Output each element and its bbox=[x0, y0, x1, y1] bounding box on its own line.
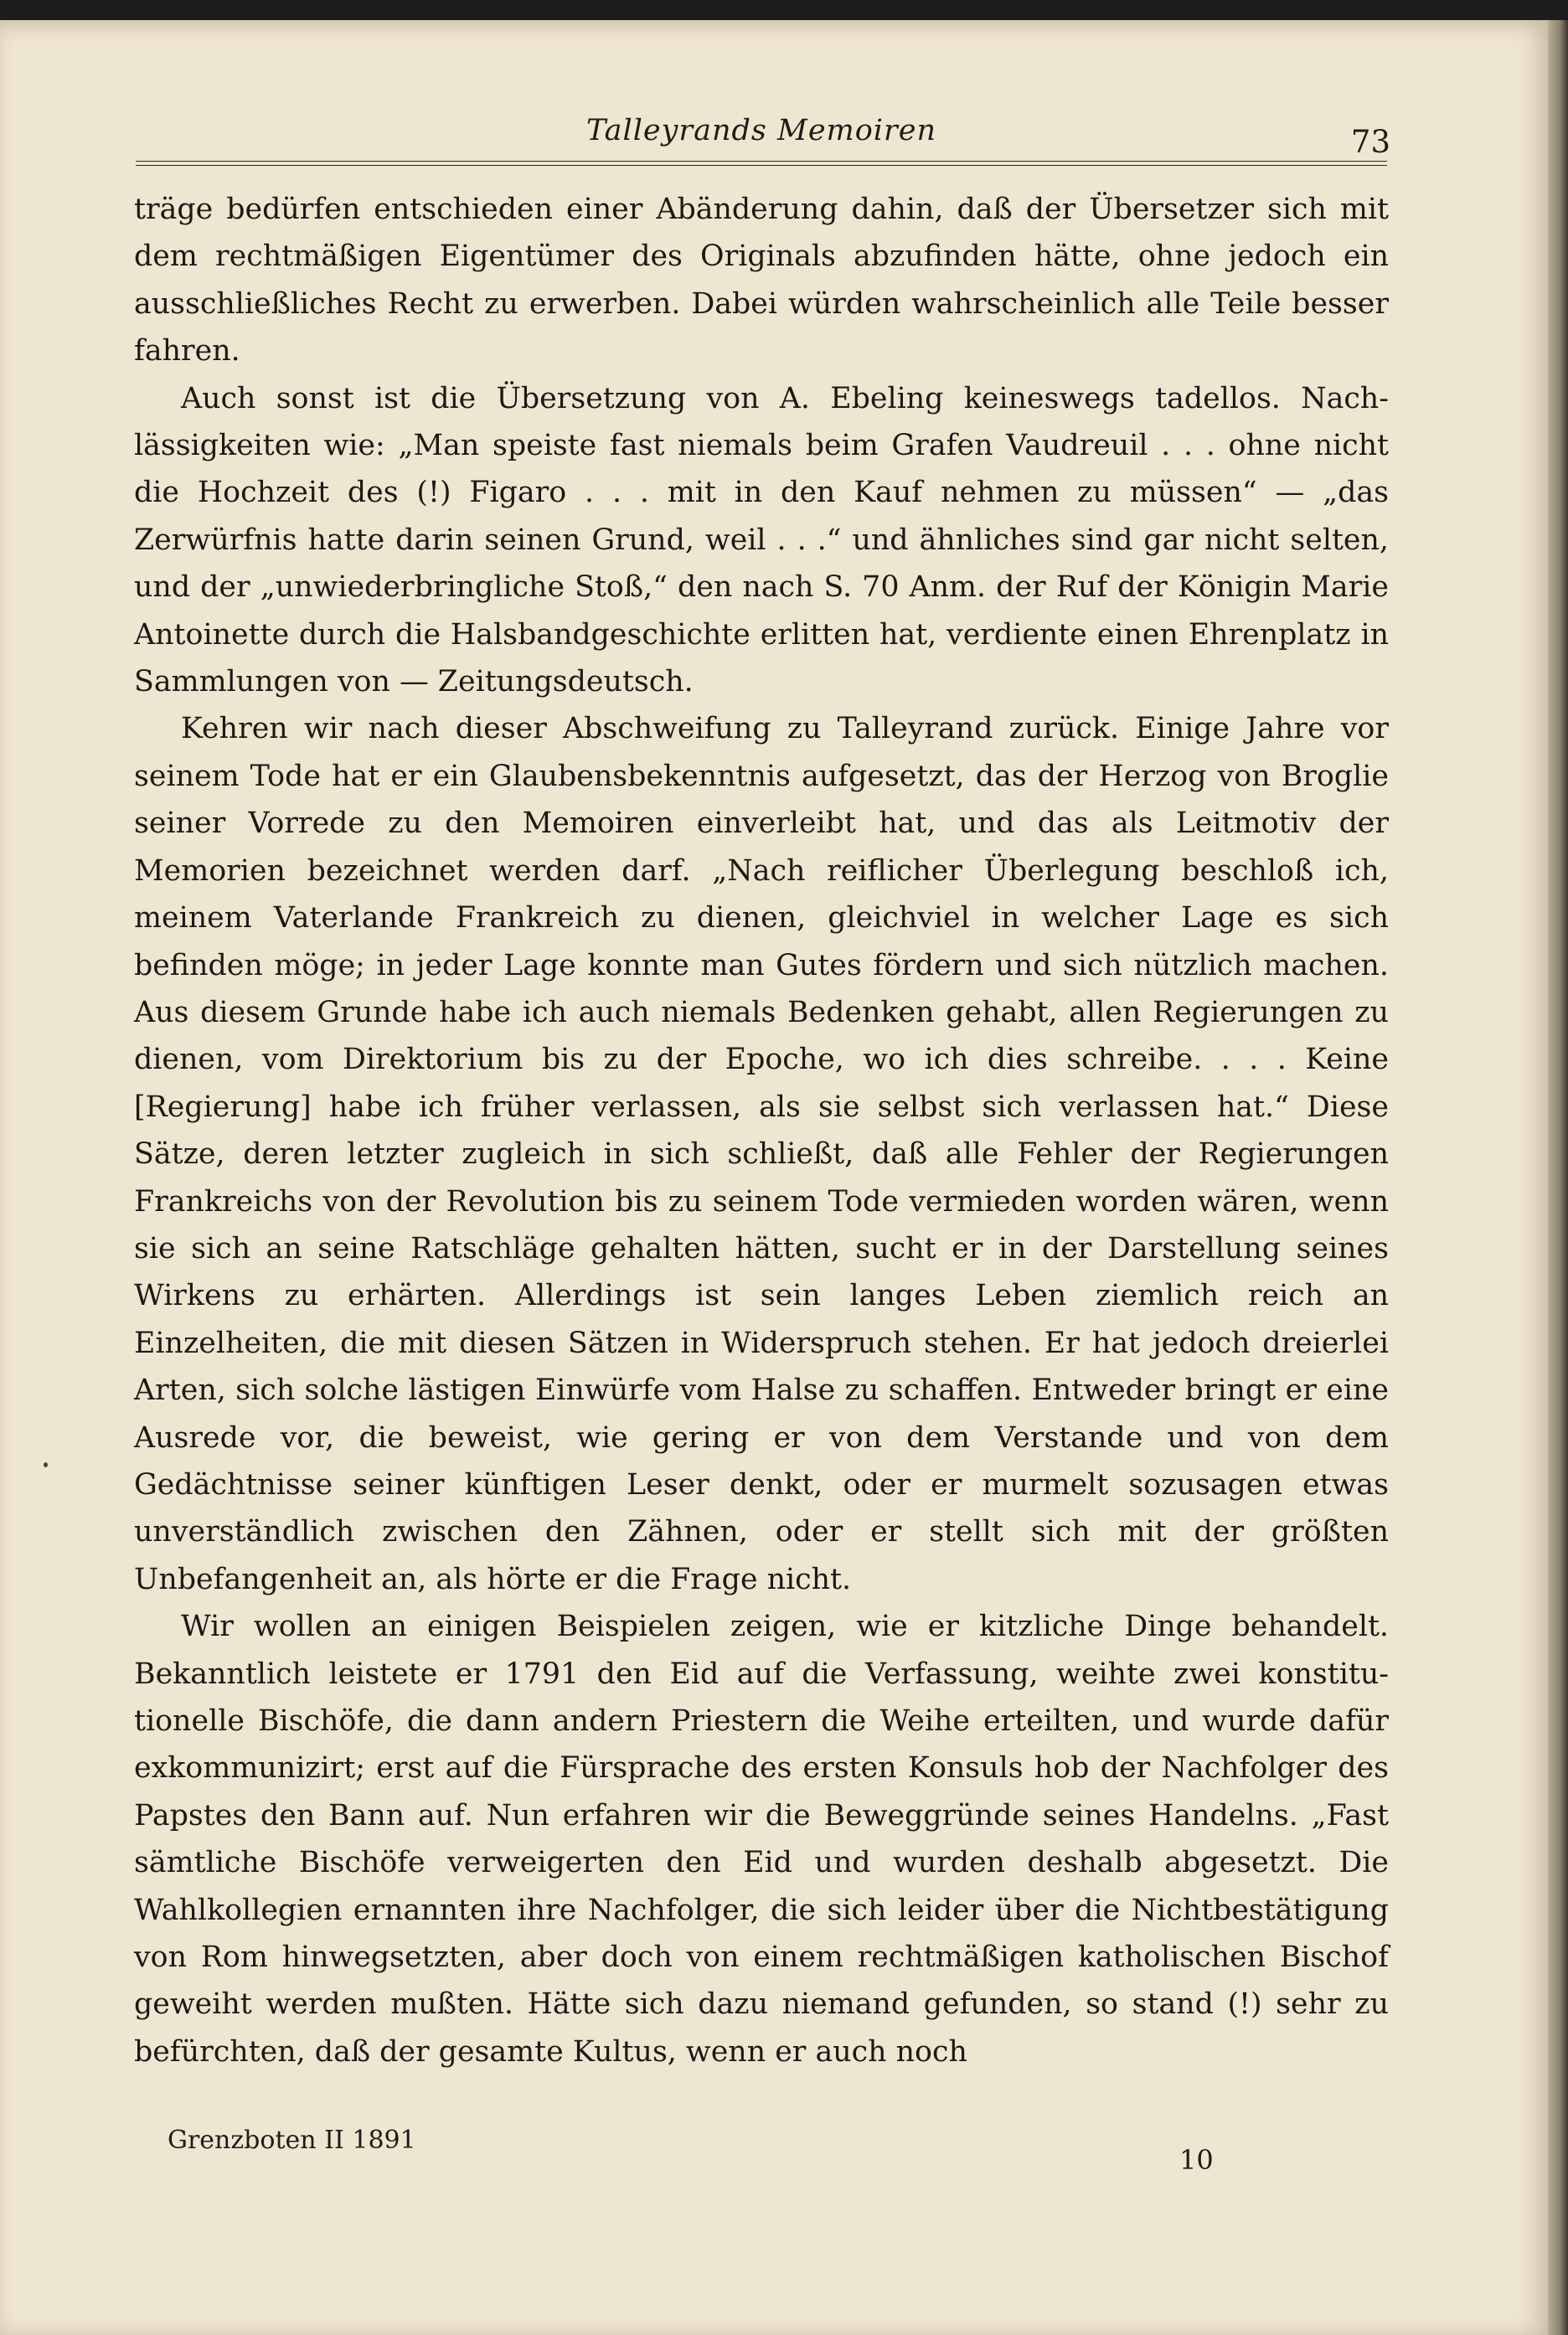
paragraph-4: Wir wollen an einigen Beispielen zeigen, wie er kitzliche Dinge behandelt. Bekanntlich leistete er 1791 den Eid auf die Verfassung, weihte zwei konstitutionelle Bischöfe, die dann andern Priestern die Weihe erteilten, und wurde dafür exkommunizirt; erst auf die Fürsprache des ersten Konsuls hob der Nachfolger des Papstes den Bann auf. Nun erfahren wir die Beweggründe seines Handelns. „Fast sämtliche Bischöfe verweigerten den Eid und wurden deshalb abgesetzt. Die Wahlkollegien ernannten ihre Nachfolger, die sich leider über die Nichtbestätigung von Rom hinwegsetzten, aber doch von einem rechtmäßigen katholischen Bischof geweiht werden mußten. Hätte sich dazu niemand gefunden, so stand (!) sehr zu befürchten, daß der gesamte Kultus, wenn er auch noch bbox=[134, 1610, 1389, 2069]
footer-signature: Grenzboten II 1891 bbox=[168, 2126, 416, 2155]
header-rule bbox=[136, 161, 1387, 166]
running-title: Talleyrands Memoiren bbox=[586, 114, 936, 147]
page-number: 73 bbox=[1350, 124, 1390, 160]
paper-speck bbox=[44, 1462, 48, 1467]
paragraph-2: Auch sonst ist die Übersetzung von A. Ebeling keineswegs tadellos. Nachlässigkeiten wie: „Man speiste fast niemals beim Grafen Vaudreuil . . . ohne nicht die Hochzeit des (!) Figaro . . . mit in den Kauf nehmen zu müssen“ — „das Zerwürfnis hatte darin seinen Grund, weil . . .“ und ähnliches sind gar nicht selten, und der „unwiederbringliche Stoß,“ den nach S. 70 Anm. der Ruf der Königin Marie Antoinette durch die Halsbandgeschichte erlitten hat, verdiente einen Ehrenplatz in Sammlungen von — Zeitungsdeutsch. bbox=[134, 381, 1389, 699]
paragraph-1: träge bedürfen entschieden einer Abänderung dahin, daß der Übersetzer sich mit dem rechtmäßigen Eigentümer des Originals abzufinden hätte, ohne jedoch ein ausschließliches Recht zu erwerben. Dabei würden wahrscheinlich alle Teile besser fahren. bbox=[134, 193, 1389, 369]
footer-sheet-number: 10 bbox=[1179, 2144, 1214, 2176]
body-text bbox=[134, 186, 1389, 2075]
running-head bbox=[136, 94, 1390, 169]
page-edge bbox=[1548, 20, 1568, 2335]
paragraph-3: Kehren wir nach dieser Abschweifung zu Talleyrand zurück. Einige Jahre vor seinem Tode hat er ein Glaubensbekenntnis aufgesetzt, das der Herzog von Broglie seiner Vorrede zu den Memoiren einverleibt hat, und das als Leitmotiv der Memorien bezeichnet werden darf. „Nach reiflicher Überlegung beschloß ich, meinem Vaterlande Frankreich zu dienen, gleichviel in welcher Lage es sich befinden möge; in jeder Lage konnte man Gutes fördern und sich nützlich machen. Aus diesem Grunde habe ich auch niemals Bedenken gehabt, allen Regierungen zu dienen, vom Direktorium bis zu der Epoche, wo ich dies schreibe. . . . Keine [Regierung] habe ich früher verlassen, als sie selbst sich verlassen hat.“ Diese Sätze, deren letzter zugleich in sich schließt, daß alle Fehler der Regierungen Frankreichs von der Revolution bis zu seinem Tode vermieden worden wären, wenn sie sich an seine Ratschläge gehalten hätten, sucht er in der Darstellung seines Wirkens zu erhärten. Allerdings ist sein langes Leben ziemlich reich an Einzelheiten, die mit diesen Sätzen in Widerspruch stehen. Er hat jedoch dreierlei Arten, sich solche lästigen Einwürfe vom Halse zu schaffen. Entweder bringt er eine Ausrede vor, die beweist, wie gering er von dem Verstande und von dem Gedächtnisse seiner künftigen Leser denkt, oder er murmelt sozusagen etwas unverständlich zwischen den Zähnen, oder er stellt sich mit der größten Unbefangenheit an, als hörte er die Frage nicht. bbox=[134, 712, 1389, 1596]
